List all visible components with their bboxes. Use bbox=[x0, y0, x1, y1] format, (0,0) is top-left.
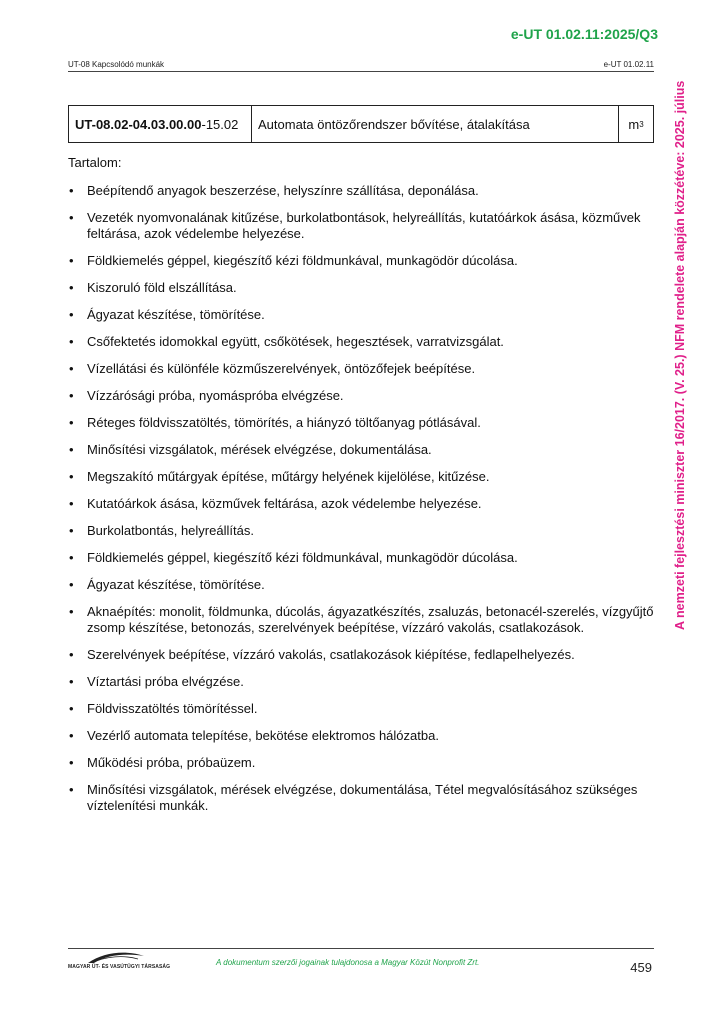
section-label: UT-08 Kapcsolódó munkák bbox=[68, 60, 165, 69]
contents-heading: Tartalom: bbox=[68, 155, 122, 170]
list-item: • Ágyazat készítése, tömörítése. bbox=[68, 307, 654, 323]
item-unit bbox=[619, 106, 653, 142]
publication-side-note: A nemzeti fejlesztési miniszter 16/2017. (V. 25.) NFM rendelete alapján közzétéve: 2025. július bbox=[673, 80, 687, 630]
page-number: 459 bbox=[630, 960, 652, 975]
contents-section bbox=[68, 155, 654, 825]
unit-exponent: 3 bbox=[639, 119, 644, 129]
list-item: • Szerelvények beépítése, vízzáró vakolás, csatlakozások kiépítése, fedlapelhelyezés. bbox=[68, 647, 654, 663]
list-item: • Földkiemelés géppel, kiegészítő kézi földmunkával, munkagödör dúcolása. bbox=[68, 253, 654, 269]
unit-base: m bbox=[628, 116, 640, 132]
list-item: • Vízzárósági próba, nyomáspróba elvégzése. bbox=[68, 388, 654, 404]
item-code-main: UT-08.02-04.03.00.00 bbox=[75, 116, 202, 132]
footer-divider bbox=[68, 948, 654, 949]
list-item: • Minősítési vizsgálatok, mérések elvégzése, dokumentálása. bbox=[68, 442, 654, 458]
list-item: • Vezérlő automata telepítése, bekötése elektromos hálózatba. bbox=[68, 728, 654, 744]
list-item: • Ágyazat készítése, tömörítése. bbox=[68, 577, 654, 593]
list-item: • Megszakító műtárgyak építése, műtárgy helyének kijelölése, kitűzése. bbox=[68, 469, 654, 485]
list-item: • Aknaépítés: monolit, földmunka, dúcolás, ágyazatkészítés, zsaluzás, betonacél-szerelés, vízgyűjtő zsomp készítése, betonozás, szerelvények beépítése, vízzáró vakolás, csatlakozások. bbox=[68, 604, 654, 636]
item-code-cell bbox=[69, 106, 252, 142]
list-item: • Földkiemelés géppel, kiegészítő kézi földmunkával, munkagödör dúcolása. bbox=[68, 550, 654, 566]
list-item: • Vízellátási és különféle közműszerelvények, öntözőfejek beépítése. bbox=[68, 361, 654, 377]
list-item: • Burkolatbontás, helyreállítás. bbox=[68, 523, 654, 539]
list-item: • Földvisszatöltés tömörítéssel. bbox=[68, 701, 654, 717]
item-code-suffix: -15.02 bbox=[201, 116, 239, 132]
list-item: • Réteges földvisszatöltés, tömörítés, a hiányzó töltőanyag pótlásával. bbox=[68, 415, 654, 431]
list-item: • Víztartási próba elvégzése. bbox=[68, 674, 654, 690]
item-table bbox=[68, 105, 654, 143]
list-item: • Kiszoruló föld elszállítása. bbox=[68, 280, 654, 296]
logo-text: MAGYAR ÚT- ÉS VASÚTÜGYI TÁRSASÁG bbox=[68, 964, 171, 970]
running-header bbox=[68, 60, 654, 72]
contents-list bbox=[68, 183, 654, 814]
list-item: • Vezeték nyomvonalának kitűzése, burkolatbontások, helyreállítás, kutatóárkok ásása, közművek feltárása, azok védelembe helyezése. bbox=[68, 210, 654, 242]
society-logo bbox=[68, 950, 171, 974]
item-description: Automata öntözőrendszer bővítése, átalakítása bbox=[252, 106, 619, 142]
list-item: • Kutatóárkok ásása, közművek feltárása, azok védelembe helyezése. bbox=[68, 496, 654, 512]
running-header-right: e-UT 01.02.11 bbox=[603, 60, 654, 69]
list-item: • Minősítési vizsgálatok, mérések elvégzése, dokumentálása, Tétel megvalósításához szükséges víztelenítési munkák. bbox=[68, 782, 654, 814]
document-code: e-UT 01.02.11:2025/Q3 bbox=[510, 26, 658, 42]
list-item: • Működési próba, próbaüzem. bbox=[68, 755, 654, 771]
list-item: • Beépítendő anyagok beszerzése, helyszínre szállítása, deponálása. bbox=[68, 183, 654, 199]
copyright-notice: A dokumentum szerzői jogainak tulajdonosa a Magyar Közút Nonprofit Zrt. bbox=[216, 958, 480, 967]
logo-swoosh-icon bbox=[86, 950, 146, 964]
list-item: • Csőfektetés idomokkal együtt, csőkötések, hegesztések, varratvizsgálat. bbox=[68, 334, 654, 350]
